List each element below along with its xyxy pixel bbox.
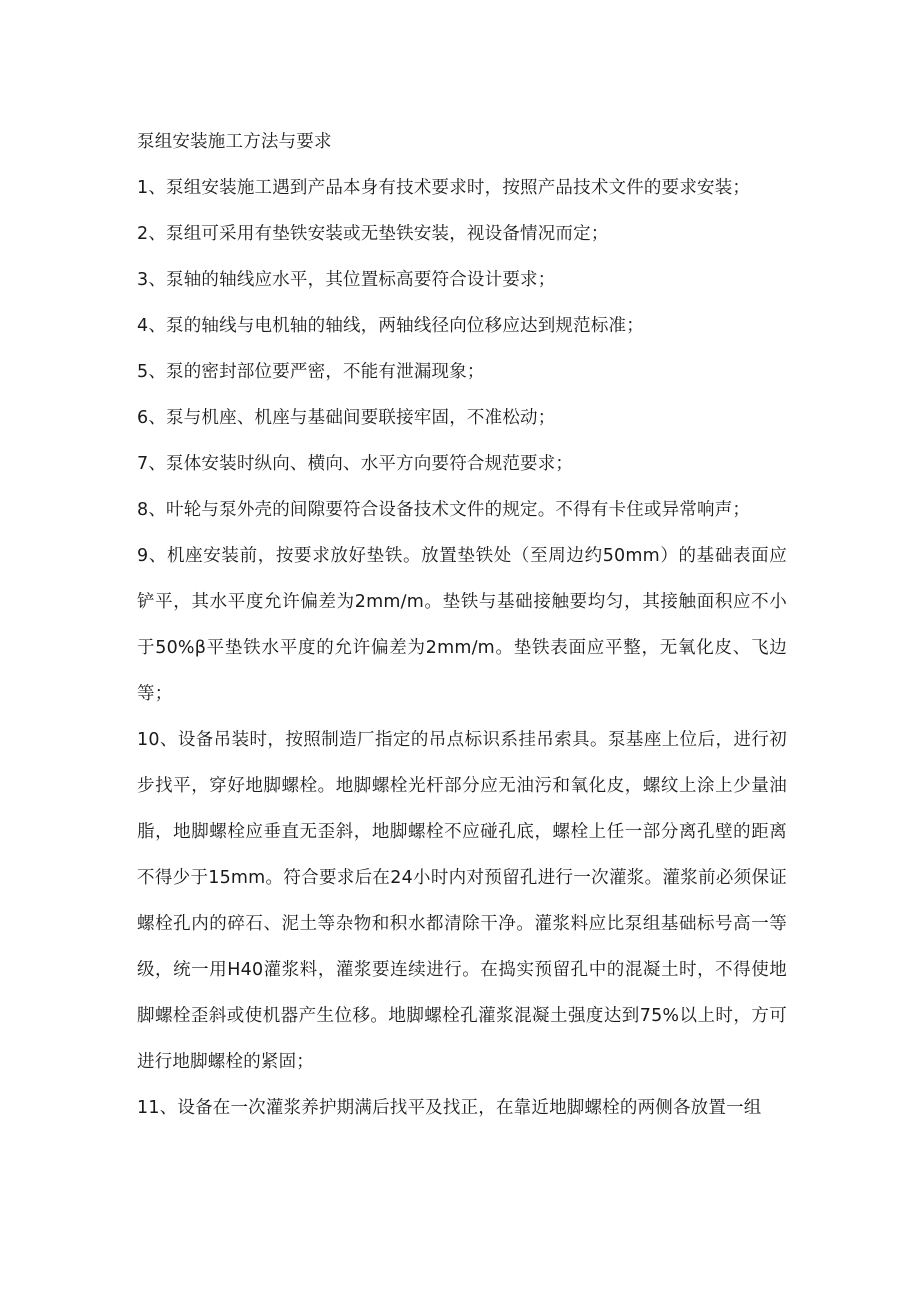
paragraph-11: 11、设备在一次灌浆养护期满后找平及找正，在靠近地脚螺栓的两侧各放置一组 [137, 1098, 762, 1118]
paragraph-3: 3、泵轴的轴线应水平，其位置标高要符合设计要求； [137, 270, 556, 290]
paragraph-1: 1、泵组安装施工遇到产品本身有技术要求时，按照产品技术文件的要求安装； [137, 178, 751, 198]
document-body [137, 119, 787, 1131]
paragraph-8: 8、叶轮与泵外壳的间隙要符合设备技术文件的规定。不得有卡住或异常响声； [137, 500, 751, 520]
paragraph-6: 6、泵与机座、机座与基础间要联接牢固，不准松动； [137, 408, 556, 428]
paragraph-4: 4、泵的轴线与电机轴的轴线，两轴线径向位移应达到规范标准； [137, 316, 644, 336]
paragraph-5: 5、泵的密封部位要严密，不能有泄漏现象； [137, 362, 485, 382]
paragraph-9: 9、机座安装前，按要求放好垫铁。放置垫铁处（至周边约50mm）的基础表面应铲平，其水平度允许偏差为2mm∕m。垫铁与基础接触要均匀，其接触面积应不小于50%β平垫铁水平度的允许偏差为2mm∕m。垫铁表面应平整，无氧化皮、飞边等； [137, 546, 787, 704]
paragraph-2: 2、泵组可采用有垫铁安装或无垫铁安装，视设备情况而定； [137, 224, 609, 244]
document-title: 泵组安装施工方法与要求 [137, 132, 332, 152]
paragraph-7: 7、泵体安装时纵向、横向、水平方向要符合规范要求； [137, 454, 574, 474]
paragraph-10: 10、设备吊装时，按照制造厂指定的吊点标识系挂吊索具。泵基座上位后，进行初步找平，穿好地脚螺栓。地脚螺栓光杆部分应无油污和氧化皮，螺纹上涂上少量油脂，地脚螺栓应垂直无歪斜，地脚螺栓不应碰孔底，螺栓上任一部分离孔壁的距离不得少于15mm。符合要求后在24小时内对预留孔进行一次灌浆。灌浆前必须保证螺栓孔内的碎石、泥土等杂物和积水都清除干净。灌浆料应比泵组基础标号高一等级，统一用H40灌浆料，灌浆要连续进行。在捣实预留孔中的混凝土时，不得使地脚螺栓歪斜或使机器产生位移。地脚螺栓孔灌浆混凝土强度达到75%以上时，方可进行地脚螺栓的紧固； [137, 730, 787, 1072]
